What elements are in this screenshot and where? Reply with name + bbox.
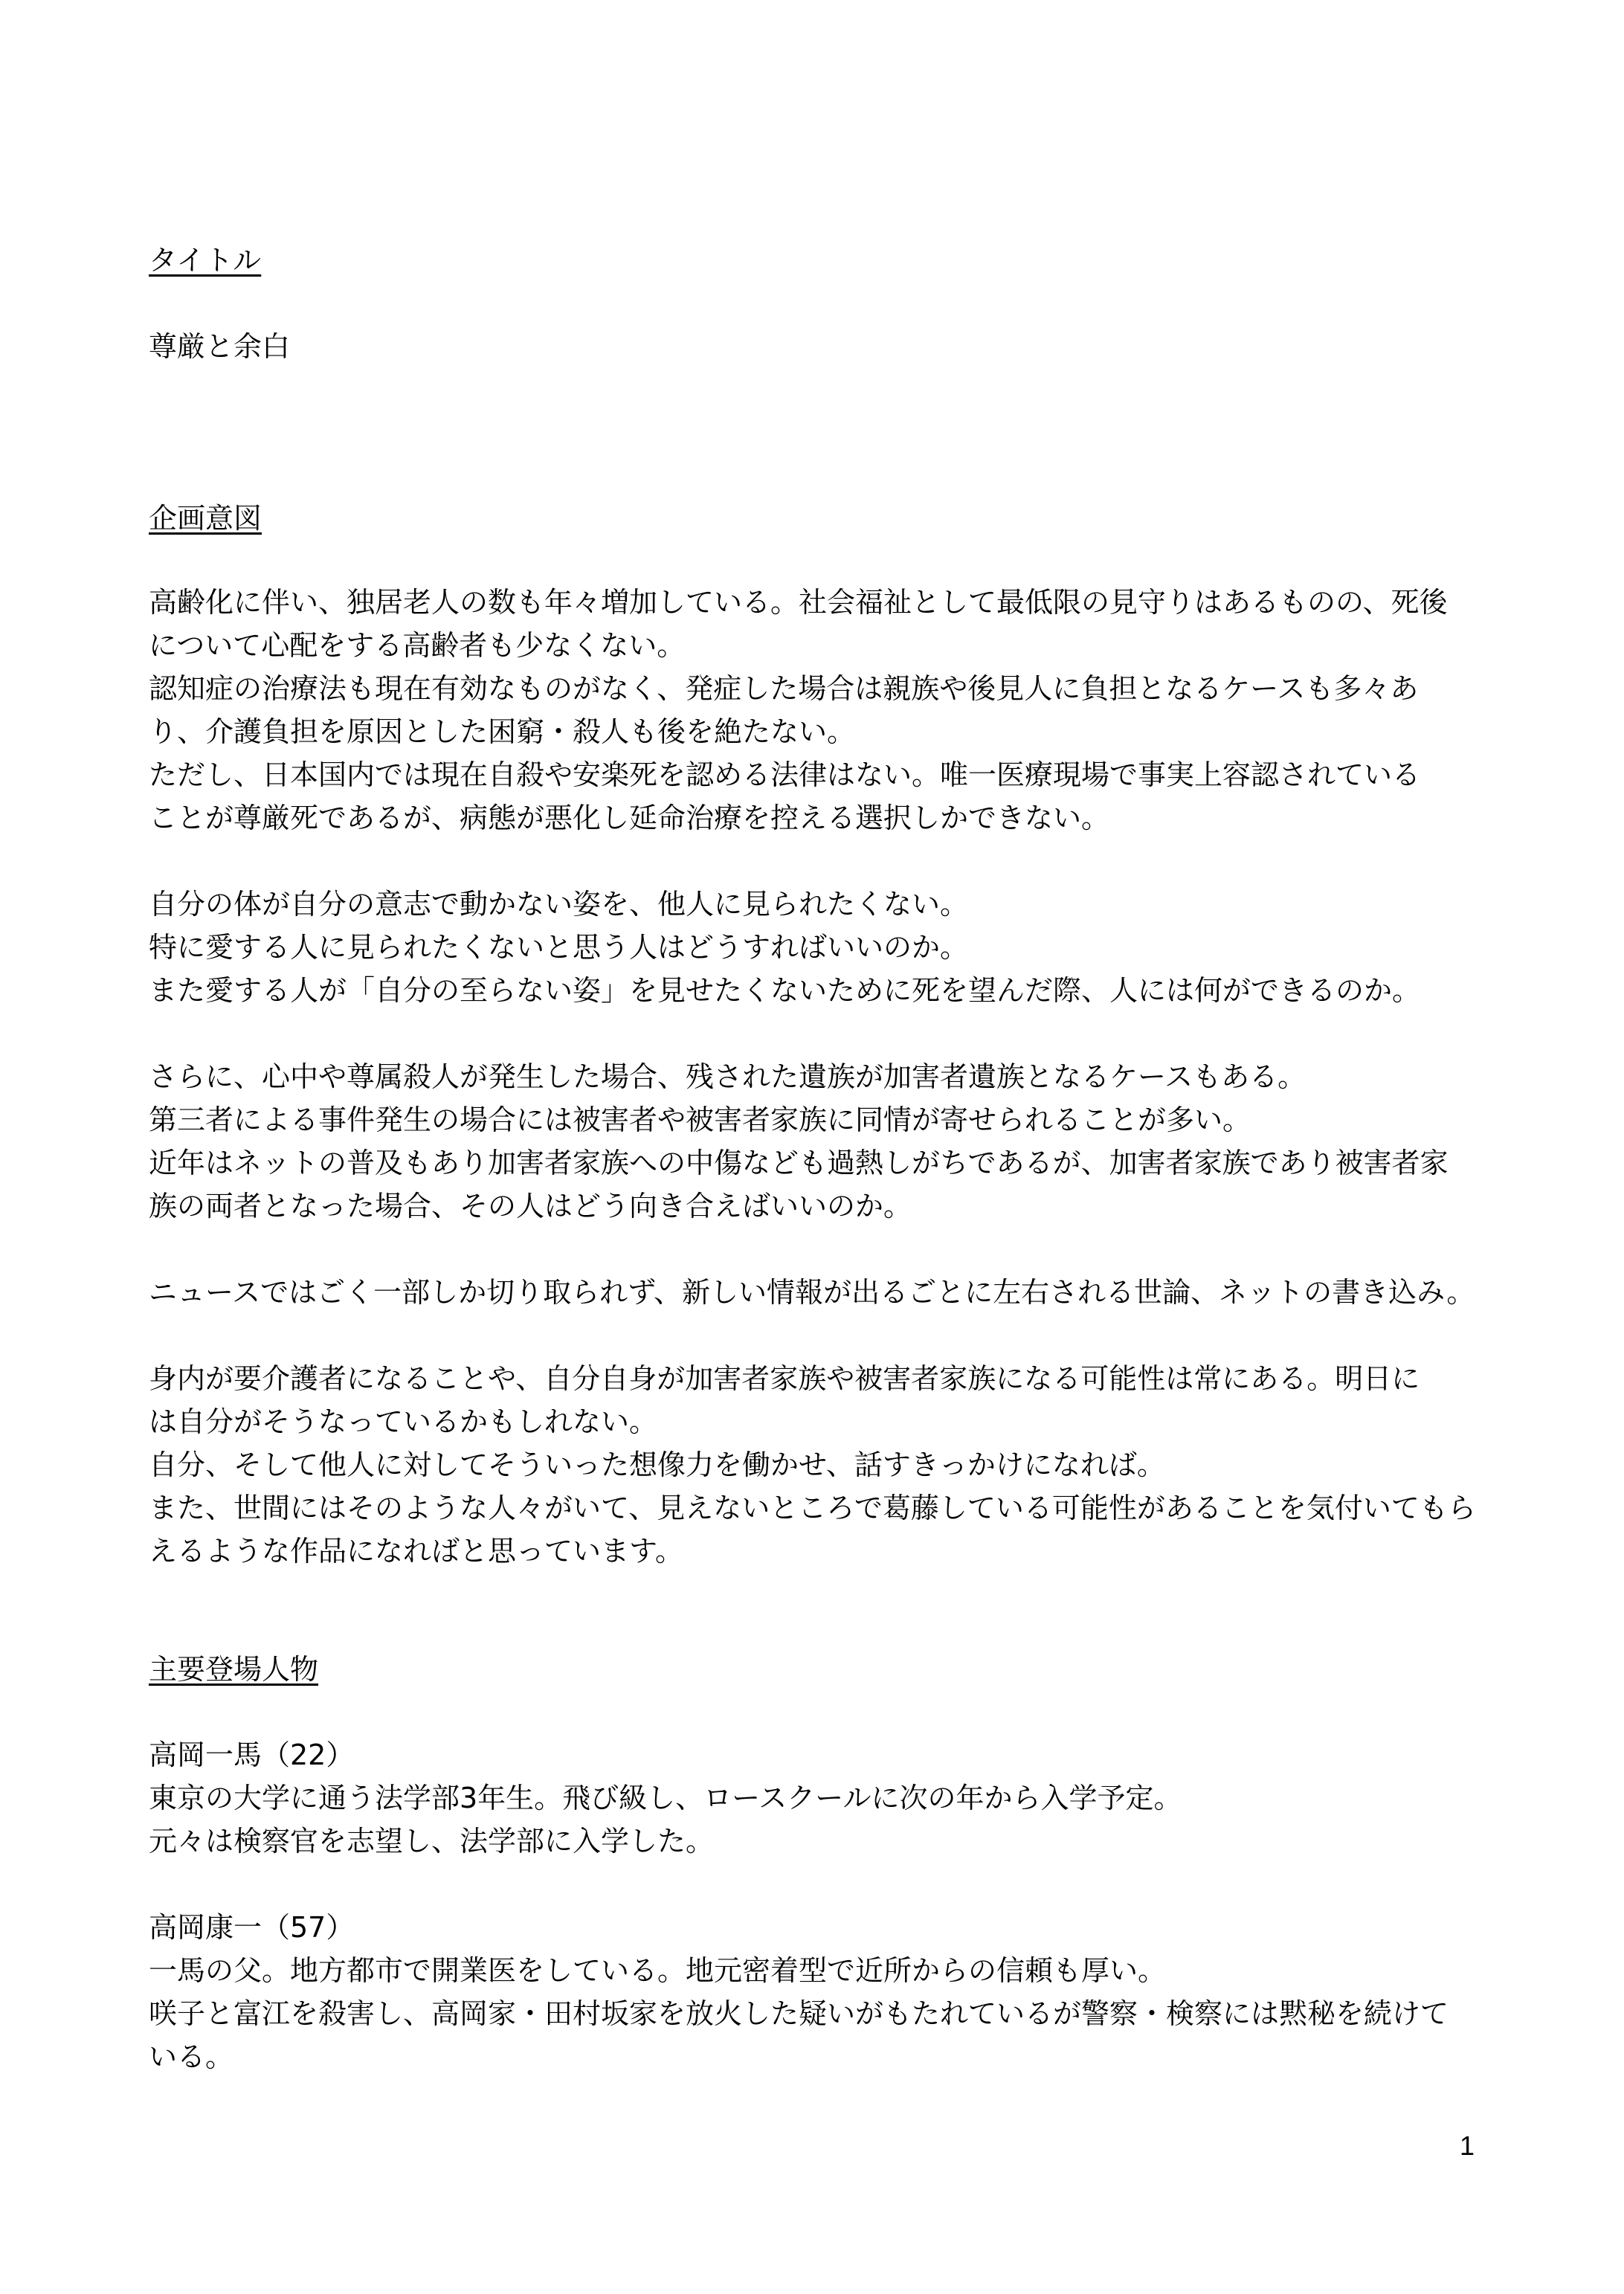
intent-line: ただし、日本国内では現在自殺や安楽死を認める法律はない。唯一医療現場で事実上容認されている xyxy=(149,758,1421,791)
intent-line: 自分の体が自分の意志で動かない姿を、他人に見られたくない。 xyxy=(149,888,969,921)
intent-line: 身内が要介護者になることや、自分自身が加害者家族や被害者家族になる可能性は常にある。明日に xyxy=(149,1362,1420,1395)
intent-line: 近年はネットの普及もあり加害者家族への中傷なども過熱しがちであるが、加害者家族であり被害者家 xyxy=(149,1147,1449,1179)
character-description: 東京の大学に通う法学部3年生。飛び級し、ロースクールに次の年から入学予定。 xyxy=(149,1782,1182,1814)
intent-line: 特に愛する人に見られたくないと思う人はどうすればいいのか。 xyxy=(149,931,969,964)
intent-line: 自分、そして他人に対してそういった想像力を働かせ、話すきっかけになれば。 xyxy=(149,1449,1165,1481)
page-number: 1 xyxy=(1460,2130,1475,2161)
character-description: 元々は検察官を志望し、法学部に入学した。 xyxy=(149,1825,715,1858)
character-description: 一馬の父。地方都市で開業医をしている。地元密着型で近所からの信頼も厚い。 xyxy=(149,1954,1167,1987)
intent-line: 第三者による事件発生の場合には被害者や被害者家族に同情が寄せられることが多い。 xyxy=(149,1103,1251,1136)
intent-line: また愛する人が「自分の至らない姿」を見せたくないために死を望んだ際、人には何ができるのか。 xyxy=(149,974,1421,1007)
intent-line: 認知症の治療法も現在有効なものがなく、発症した場合は親族や後見人に負担となるケースも多々あ xyxy=(149,672,1419,705)
intent-line: 高齢化に伴い、独居老人の数も年々増加している。社会福祉として最低限の見守りはあるものの、死後 xyxy=(149,586,1448,619)
intent-line: さらに、心中や尊属殺人が発生した場合、残された遺族が加害者遺族となるケースもある。 xyxy=(149,1060,1306,1093)
intent-line: り、介護負担を原因とした困窮・殺人も後を絶たない。 xyxy=(149,715,856,748)
character-name: 高岡一馬（22） xyxy=(149,1739,355,1771)
intent-line: について心配をする高齢者も少なくない。 xyxy=(149,629,686,662)
intent-line: は自分がそうなっているかもしれない。 xyxy=(149,1405,658,1438)
character-description: いる。 xyxy=(149,2040,234,2073)
intent-line: えるような作品になればと思っています。 xyxy=(149,1535,683,1568)
intent-line: また、世間にはそのような人々がいて、見えないところで葛藤している可能性があることを気付いてもら xyxy=(149,1492,1476,1524)
intent-line: ニュースではごく一部しか切り取られず、新しい情報が出るごとに左右される世論、ネットの書き込み。 xyxy=(149,1276,1475,1309)
intent-line: 族の両者となった場合、その人はどう向き合えばいいのか。 xyxy=(149,1190,912,1222)
section-heading-intent: 企画意図 xyxy=(149,502,262,535)
section-heading-characters: 主要登場人物 xyxy=(149,1653,319,1686)
work-title: 尊厳と余白 xyxy=(149,330,291,363)
character-name: 高岡康一（57） xyxy=(149,1911,355,1944)
intent-line: ことが尊厳死であるが、病態が悪化し延命治療を控える選択しかできない。 xyxy=(149,802,1110,834)
section-heading-title: タイトル xyxy=(149,244,262,277)
character-description: 咲子と富江を殺害し、高岡家・田村坂家を放火した疑いがもたれているが警察・検察には黙秘を続けて xyxy=(149,1997,1449,2030)
